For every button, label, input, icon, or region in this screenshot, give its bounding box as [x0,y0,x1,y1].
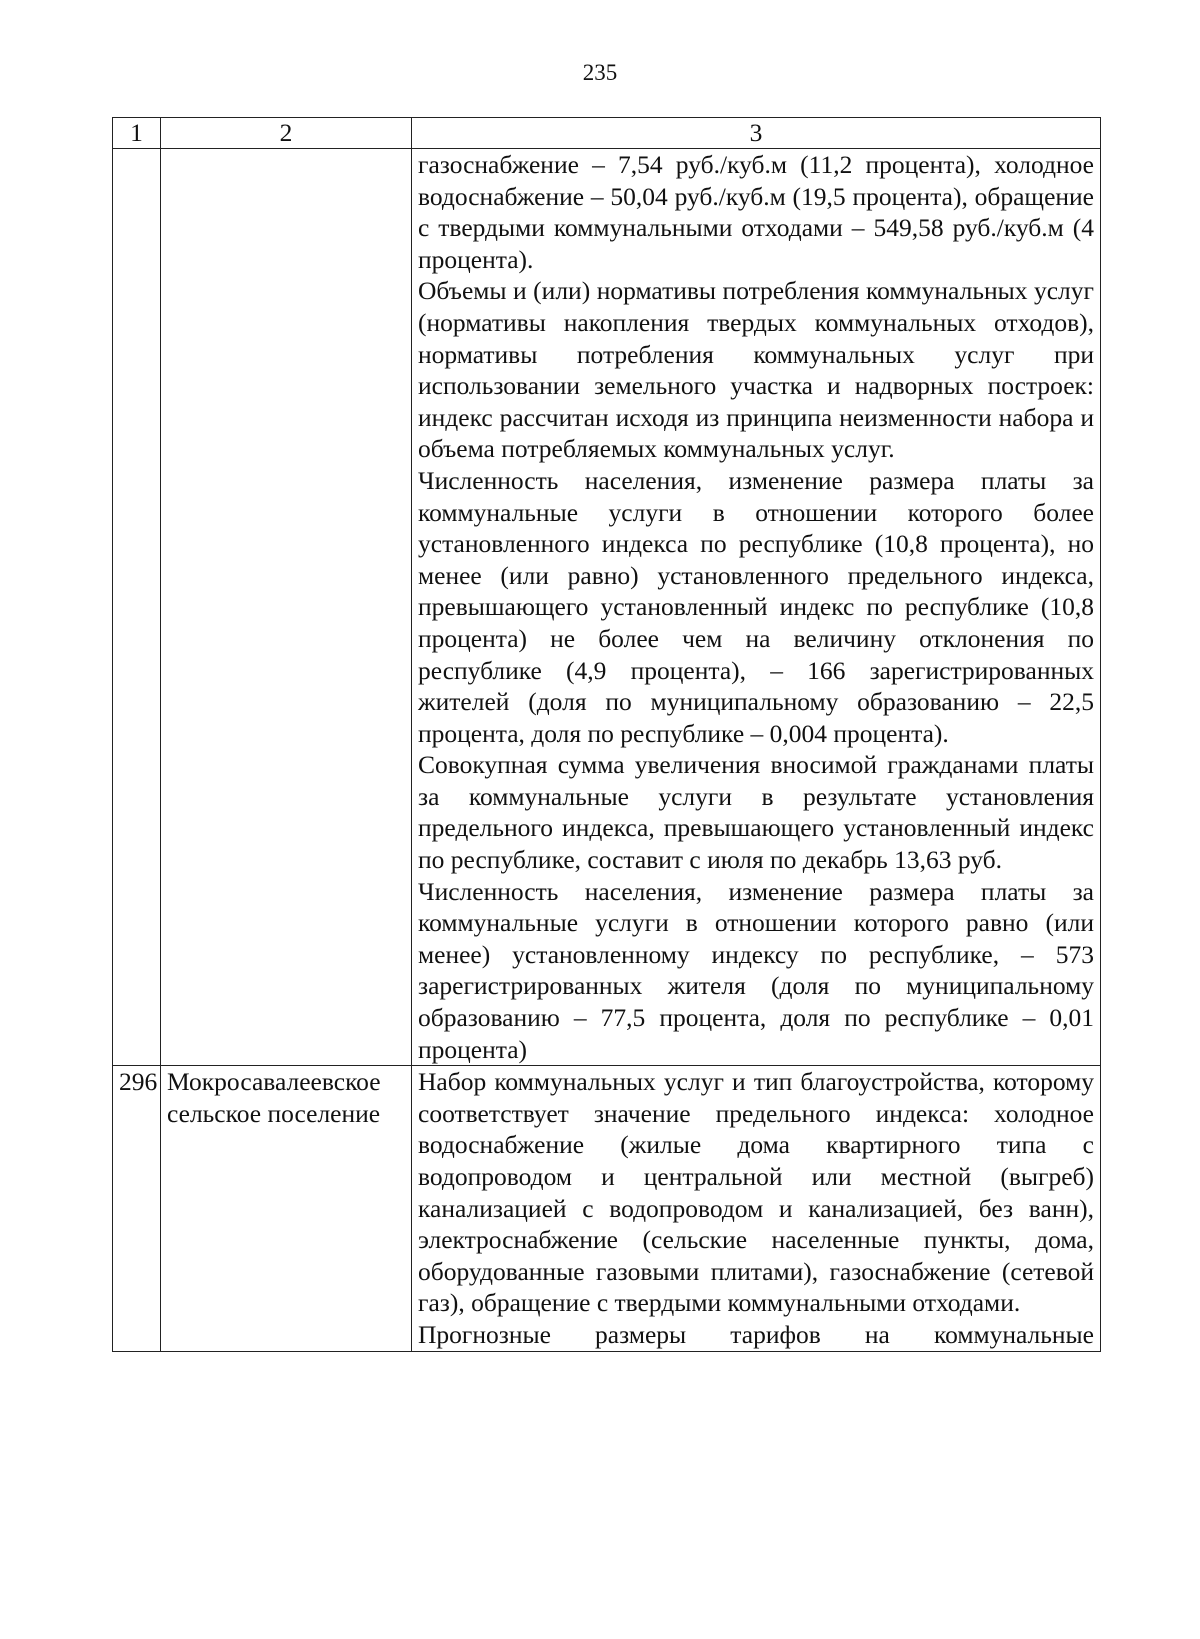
municipality-name [161,149,412,1066]
page-number: 235 [582,60,618,85]
table-row [113,149,1101,1066]
row-number [113,149,161,1066]
municipality-name: Мокросавалеевское сельское поселение [161,1066,412,1351]
paragraph: газоснабжение – 7,54 руб./куб.м (11,2 процента), холодное водоснабжение – 50,04 руб./куб.м (19,5 процента), обращение с твердыми коммунальными отходами – 549,58 руб./куб.м (4 процента). [418,150,1094,274]
paragraph: Совокупная сумма увеличения вносимой гражданами платы за коммунальные услуги в результате установления предельного индекса, превышающего установленный индекс по республике, составит с июля по декабрь 13,63 руб. [418,750,1094,875]
description-cell [412,1066,1101,1351]
paragraph: Набор коммунальных услуг и тип благоустройства, которому соответствует значение предельного индекса: холодное водоснабжение (жилые дома квартирного типа с водопроводом и центральной или местной (выгреб) канализацией с водопроводом и канализацией, без ванн), электроснабжение (сельские населенные пункты, дома, оборудованные газовыми плитами), газоснабжение (сетевой газ), обращение с твердыми коммунальными отходами. [418,1067,1094,1318]
paragraph-continued: Прогнозные размеры тарифов на коммунальные [418,1319,1094,1349]
paragraph: Численность населения, изменение размера платы за коммунальные услуги в отношении которого более установленного индекса по республике (10,8 процента), но менее (или равно) установленного предельного индекса, превышающего установленный индекс по республике (10,8 процента) не более чем на величину отклонения по республике (4,9 процента), – 166 зарегистрированных жителей (доля по муниципальному образованию – 22,5 процента, доля по республике – 0,004 процента). [418,465,1094,748]
table-header-row [113,118,1101,149]
header-col-2: 2 [161,118,412,149]
header-col-1: 1 [113,118,161,149]
table-row [113,1066,1101,1351]
tariff-table [112,117,1101,1352]
header-col-3: 3 [412,118,1101,149]
description-cell [412,149,1101,1066]
row-number: 296 [113,1066,161,1351]
paragraph: Объемы и (или) нормативы потребления коммунальных услуг (нормативы накопления твердых коммунальных отходов), нормативы потребления коммунальных услуг при использовании земельного участка и надворных построек: индекс рассчитан исходя из принципа неизменности набора и объема потребляемых коммунальных услуг. [418,276,1094,464]
paragraph: Численность населения, изменение размера платы за коммунальные услуги в отношении которого равно (или менее) установленному индексу по республике, – 573 зарегистрированных жителя (доля по муниципальному образованию – 77,5 процента, доля по республике – 0,01 процента) [418,876,1094,1064]
